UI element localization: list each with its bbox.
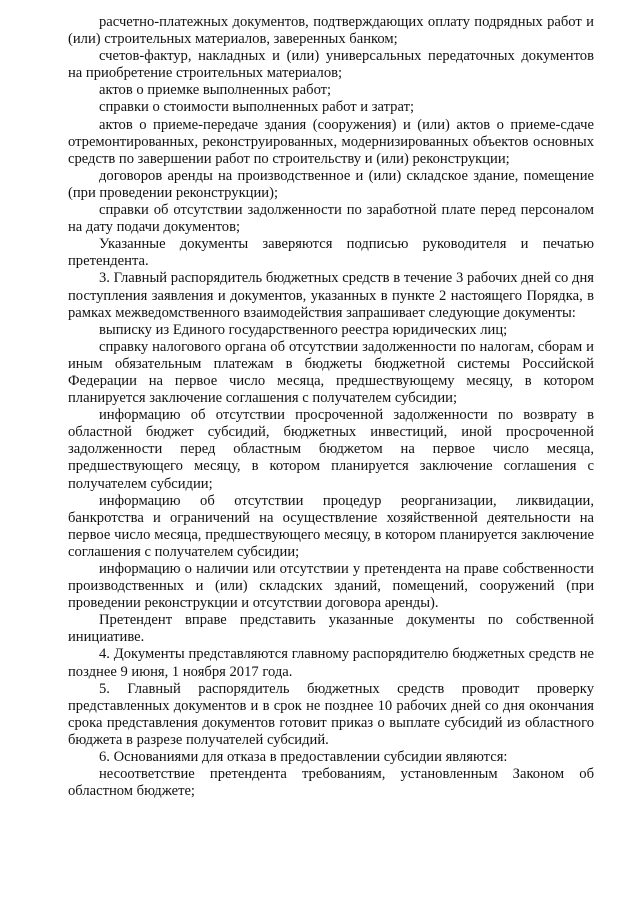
paragraph: справку налогового органа об отсутствии задолженности по налогам, сборам и иным обязательным платежам в бюджеты бюджетной системы Российской Федерации на первое число месяца, предшествующему месяцу, в котором планируется заключение соглашения с получателем субсидии; <box>68 338 594 407</box>
paragraph: счетов-фактур, накладных и (или) универсальных передаточных документов на приобретение строительных материалов; <box>68 48 594 82</box>
paragraph: Указанные документы заверяются подписью руководителя и печатью претендента. <box>68 236 594 270</box>
paragraph: информацию о наличии или отсутствии у претендента на праве собственности производственных и (или) складских зданий, помещений, сооружений (при проведении реконструкции и отсутствии договора аренды). <box>68 561 594 612</box>
paragraph: справки об отсутствии задолженности по заработной плате перед персоналом на дату подачи документов; <box>68 202 594 236</box>
paragraph: информацию об отсутствии процедур реорганизации, ликвидации, банкротства и ограничений на осуществление хозяйственной деятельности на первое число месяца, предшествующего месяцу, в котором планируется заключение соглашения с получателем субсидии; <box>68 492 594 560</box>
paragraph: Претендент вправе представить указанные документы по собственной инициативе. <box>68 612 594 646</box>
paragraph: несоответствие претендента требованиям, установленным Законом об областном бюджете; <box>68 766 594 800</box>
paragraph: 4. Документы представляются главному распорядителю бюджетных средств не позднее 9 июня, 1 ноября 2017 года. <box>68 646 594 680</box>
paragraph: информацию об отсутствии просроченной задолженности по возврату в областной бюджет субсидий, бюджетных инвестиций, иной просроченной задолженности перед областным бюджетом на первое число месяца, предшествующего месяцу, в котором планируется заключение соглашения с получателем субсидии; <box>68 407 594 492</box>
paragraph: 6. Основаниями для отказа в предоставлении субсидии являются: <box>99 749 508 766</box>
paragraph: актов о приеме-передаче здания (сооружения) и (или) актов о приеме-сдаче отремонтированных, реконструированных, модернизированных объектов основных средств по завершении работ по строительству и (или) реконструкции; <box>68 116 594 167</box>
paragraph: выписку из Единого государственного реестра юридических лиц; <box>99 321 508 338</box>
paragraph: справки о стоимости выполненных работ и затрат; <box>99 99 415 116</box>
paragraph: расчетно-платежных документов, подтверждающих оплату подрядных работ и (или) строительных материалов, заверенных банком; <box>68 14 594 48</box>
paragraph: 5. Главный распорядитель бюджетных средств проводит проверку представленных документов и в срок не позднее 10 рабочих дней со дня окончания срока представления документов готовит приказ о выплате субсидий из областного бюджета в разрезе получателей субсидий. <box>68 680 594 748</box>
paragraph: актов о приемке выполненных работ; <box>99 82 332 99</box>
paragraph: договоров аренды на производственное и (или) складское здание, помещение (при проведении реконструкции); <box>68 167 594 201</box>
paragraph: 3. Главный распорядитель бюджетных средств в течение 3 рабочих дней со дня поступления заявления и документов, указанных в пункте 2 настоящего Порядка, в рамках межведомственного взаимодействия запрашивает следующие документы: <box>68 270 594 321</box>
